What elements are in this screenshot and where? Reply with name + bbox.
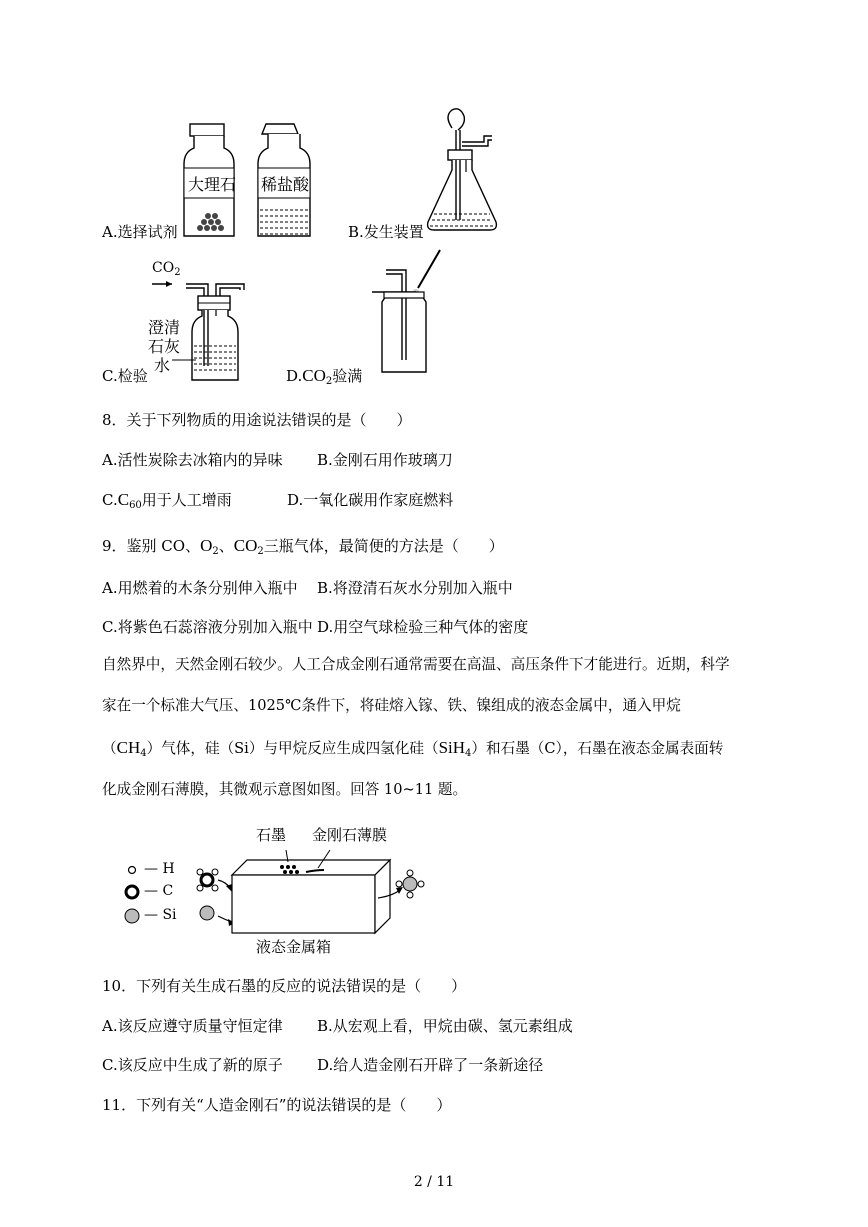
generator-flask-illustration: [422, 108, 512, 238]
q7-option-b: B.发生装置: [348, 223, 424, 241]
q9-option-d: D.用空气球检验三种气体的密度: [317, 618, 529, 636]
q8-option-d: D.一氧化碳用作家庭燃料: [287, 491, 454, 509]
q9-stem: 9．鉴别 CO、$O_2$、$CO_2$三瓶气体，最简便的方法是（ ）: [102, 536, 504, 557]
q7-option-d: $D.CO_2$验满: [286, 366, 363, 387]
q8-option-a: A.活性炭除去冰箱内的异味: [102, 451, 283, 469]
q10-option-d: D.给人造金刚石开辟了一条新途径: [317, 1056, 544, 1074]
q8-stem: 8．关于下列物质的用途说法错误的是（ ）: [102, 411, 412, 429]
legend-hydrogen: — H: [144, 861, 175, 877]
q9-option-c: C.将紫色石蕊溶液分别加入瓶中: [102, 618, 313, 636]
q8-option-b: B.金刚石用作玻璃刀: [317, 451, 453, 469]
label-co2-inlet: $CO_2$: [152, 260, 181, 278]
q7-option-c: C.检验: [102, 367, 148, 385]
q11-stem: 11．下列有关“人造金刚石”的说法错误的是（ ）: [102, 1096, 452, 1114]
q10-option-b: B.从宏观上看，甲烷由碳、氢元素组成: [317, 1017, 573, 1035]
label-marble: 大理石: [188, 175, 237, 194]
q8-option-c: $C.C_{60}$用于人工增雨: [102, 490, 232, 511]
q10-option-c: C.该反应中生成了新的原子: [102, 1056, 283, 1074]
q9-option-b: B.将澄清石灰水分别加入瓶中: [317, 579, 513, 597]
page-number: 2 / 11: [413, 1174, 455, 1190]
q10-option-a: A.该反应遵守质量守恒定律: [102, 1017, 283, 1035]
passage-line-4: 化成金刚石薄膜，其微观示意图如图。回答 10~11 题。: [102, 781, 468, 798]
q7-option-a: A.选择试剂: [102, 223, 178, 241]
co2-full-test-illustration: [370, 248, 452, 378]
q10-stem: 10．下列有关生成石墨的反应的说法错误的是（ ）: [102, 977, 467, 995]
micro-diagram: [120, 820, 440, 960]
label-limewater: 澄清 石灰 水: [148, 318, 181, 375]
label-dilute-hcl: 稀盐酸: [261, 175, 310, 194]
legend-carbon: — C: [144, 883, 174, 899]
passage-line-1: 自然界中，天然金刚石较少。人工合成金刚石通常需要在高温、高压条件下才能进行。近期，科学: [102, 656, 730, 673]
passage-line-2: 家在一个标准大气压、1025℃条件下，将硅熔入镓、铁、镍组成的液态金属中，通入甲烷: [102, 697, 681, 714]
label-diamond-film: 金刚石薄膜: [312, 826, 388, 844]
q9-option-a: A.用燃着的木条分别伸入瓶中: [102, 579, 298, 597]
q7-apparatus-figure: [100, 108, 460, 398]
passage-line-3: $(CH_4)$气体，硅（Si）与甲烷反应生成四氢化硅（SiH$_4$）和石墨（C），石墨在液态金属表面转: [102, 738, 724, 759]
legend-silicon: — Si: [144, 907, 177, 923]
label-graphite: 石墨: [256, 826, 287, 844]
label-liquid-metal-box: 液态金属箱: [256, 938, 332, 956]
